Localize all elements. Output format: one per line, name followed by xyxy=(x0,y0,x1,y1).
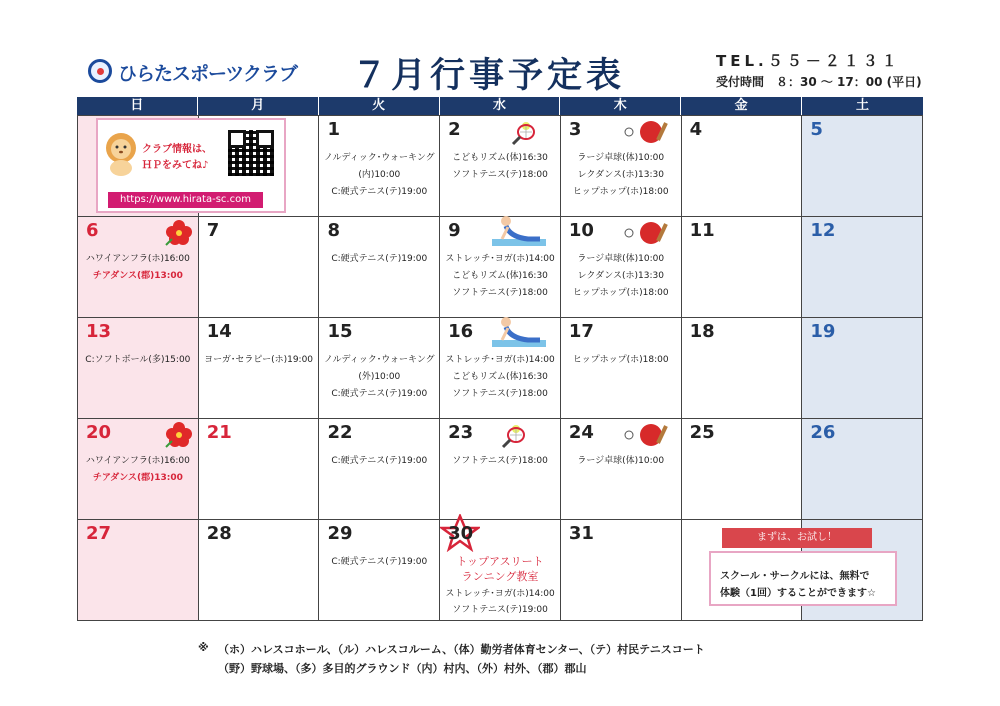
weekday-header xyxy=(77,97,923,115)
tennis-racket-icon xyxy=(508,118,538,146)
trial-badge: まずは、お試し！ xyxy=(722,528,872,548)
event-item: ノルディック･ウォーキング xyxy=(323,153,435,163)
weekday-sat: 土 xyxy=(802,97,923,115)
special-event-line: ランニング教室 xyxy=(461,570,539,583)
trial-text-line: 体験（1回）することができます☆ xyxy=(720,588,876,599)
page-title: ７月行事予定表 xyxy=(352,56,626,96)
day-cell-16 xyxy=(440,318,561,419)
day-cell-31 xyxy=(561,520,682,621)
lion-mascot-icon xyxy=(104,132,138,176)
event-item: ストレッチ･ヨガ(ホ)14:00 xyxy=(445,589,555,599)
ping-pong-paddle-icon xyxy=(621,219,669,249)
day-cell-18 xyxy=(682,318,803,419)
tennis-racket-icon xyxy=(498,421,528,449)
week-row xyxy=(78,318,923,419)
event-item: C:硬式テニス(テ)19:00 xyxy=(331,557,428,567)
promo-text-line: クラブ情報は、 xyxy=(142,144,212,155)
event-item: ハワイアンフラ(ホ)16:00 xyxy=(85,254,190,264)
day-number: 25 xyxy=(689,422,715,443)
day-cell-11 xyxy=(682,217,803,318)
day-cell-15 xyxy=(319,318,440,419)
day-cell-10 xyxy=(561,217,682,318)
day-cell-7 xyxy=(199,217,320,318)
ping-pong-paddle-icon xyxy=(621,421,669,451)
homepage-promo xyxy=(96,118,286,213)
day-number: 7 xyxy=(206,220,220,241)
day-cell-29 xyxy=(319,520,440,621)
day-number: 14 xyxy=(206,321,232,342)
office-hours: 受付時間 ８：30 ～ 17：00 (平日) xyxy=(716,75,922,89)
day-number: 16 xyxy=(448,321,474,342)
day-cell-8 xyxy=(319,217,440,318)
day-number: 20 xyxy=(86,422,112,443)
day-number: 13 xyxy=(86,321,112,342)
day-cell-2 xyxy=(440,116,561,217)
day-number: 21 xyxy=(206,422,232,443)
yoga-person-icon xyxy=(488,213,550,249)
day-cell-23 xyxy=(440,419,561,520)
event-item: C:硬式テニス(テ)19:00 xyxy=(331,456,428,466)
day-number: 24 xyxy=(568,422,594,443)
day-number: 8 xyxy=(327,220,340,241)
day-cell-25 xyxy=(682,419,803,520)
day-cell-26 xyxy=(802,419,923,520)
day-cell-21 xyxy=(199,419,320,520)
event-item: ヒップホップ(ホ)18:00 xyxy=(572,187,669,197)
weekday-tue: 火 xyxy=(319,97,440,115)
event-item: ヨーガ･セラピー(ホ)19:00 xyxy=(204,355,314,365)
day-cell-6 xyxy=(78,217,199,318)
event-item: C:ソフトボール(多)15:00 xyxy=(85,355,191,365)
event-item: C:硬式テニス(テ)19:00 xyxy=(331,187,428,197)
day-cell-9 xyxy=(440,217,561,318)
event-item: ソフトテニス(テ)18:00 xyxy=(452,456,548,466)
weekday-thu: 木 xyxy=(560,97,681,115)
qr-code-icon xyxy=(228,130,274,176)
homepage-url[interactable]: https://www.hirata-sc.com xyxy=(108,192,263,208)
event-item: こどもリズム(体)16:30 xyxy=(452,153,548,163)
event-item: ソフトテニス(テ)19:00 xyxy=(452,605,548,615)
event-item: (外)10:00 xyxy=(358,372,401,382)
event-item: こどもリズム(体)16:30 xyxy=(452,372,548,382)
event-item: ラージ卓球(体)10:00 xyxy=(577,456,665,466)
day-cell-30 xyxy=(440,520,561,621)
weekday-mon: 月 xyxy=(198,97,319,115)
event-item: ハワイアンフラ(ホ)16:00 xyxy=(85,456,190,466)
day-number: 2 xyxy=(448,119,461,140)
day-number: 4 xyxy=(689,119,703,140)
day-number: 27 xyxy=(86,523,112,544)
day-number: 11 xyxy=(689,220,715,241)
event-item: レクダンス(ホ)13:30 xyxy=(577,170,664,180)
event-item: C:硬式テニス(テ)19:00 xyxy=(331,389,428,399)
day-number: 5 xyxy=(810,119,823,140)
day-number: 31 xyxy=(568,523,594,544)
legend-line-2: （野）野球場、（多）多目的グラウンド（内）村内、（外）村外、（郡）郡山 xyxy=(218,662,587,675)
day-number: 22 xyxy=(327,422,353,443)
day-number: 15 xyxy=(327,321,353,342)
day-number: 23 xyxy=(448,422,474,443)
day-cell-5 xyxy=(802,116,923,217)
day-cell-12 xyxy=(802,217,923,318)
event-item: C:硬式テニス(テ)19:00 xyxy=(331,254,428,264)
day-number: 17 xyxy=(568,321,594,342)
day-number: 6 xyxy=(86,220,99,241)
event-item: (内)10:00 xyxy=(358,170,401,180)
day-number: 9 xyxy=(448,220,461,241)
event-item: ストレッチ･ヨガ(ホ)14:00 xyxy=(445,254,555,264)
trial-notice xyxy=(709,551,897,606)
ping-pong-paddle-icon xyxy=(621,118,669,148)
event-item: ソフトテニス(テ)18:00 xyxy=(452,389,548,399)
weekday-sun: 日 xyxy=(77,97,198,115)
trial-text-line: スクール・サークルには、無料で xyxy=(720,571,870,582)
day-cell-24 xyxy=(561,419,682,520)
day-number: 19 xyxy=(810,321,836,342)
event-item: ヒップホップ(ホ)18:00 xyxy=(572,288,669,298)
day-cell-19 xyxy=(802,318,923,419)
day-cell-13 xyxy=(78,318,199,419)
phone-number: TEL.５５－２１３１ xyxy=(716,52,901,70)
hibiscus-flower-icon xyxy=(164,421,194,449)
day-cell-3 xyxy=(561,116,682,217)
day-number: 3 xyxy=(568,119,582,140)
day-number: 28 xyxy=(206,523,232,544)
event-item: ノルディック･ウォーキング xyxy=(323,355,435,365)
promo-text-line: ＨＰをみてね♪ xyxy=(142,160,209,171)
day-cell-17 xyxy=(561,318,682,419)
day-cell-20 xyxy=(78,419,199,520)
club-logo xyxy=(88,59,303,89)
day-cell-22 xyxy=(319,419,440,520)
day-cell-1 xyxy=(319,116,440,217)
day-cell-28 xyxy=(199,520,320,621)
event-item: チアダンス(郡)13:00 xyxy=(92,473,183,483)
day-number: 1 xyxy=(327,119,340,140)
legend-mark: ※ xyxy=(198,641,209,654)
day-number: 18 xyxy=(689,321,715,342)
event-item: ソフトテニス(テ)18:00 xyxy=(452,288,548,298)
club-logo-icon xyxy=(88,59,112,83)
week-row xyxy=(78,217,923,318)
event-item: ラージ卓球(体)10:00 xyxy=(577,254,665,264)
club-logo-text: ひらたスポーツクラブ xyxy=(118,63,298,85)
hibiscus-flower-icon xyxy=(164,219,194,247)
event-item: ラージ卓球(体)10:00 xyxy=(577,153,665,163)
weekday-fri: 金 xyxy=(681,97,802,115)
day-number: 26 xyxy=(810,422,836,443)
day-number: 29 xyxy=(327,523,353,544)
day-cell-4 xyxy=(682,116,803,217)
event-item: ストレッチ･ヨガ(ホ)14:00 xyxy=(445,355,555,365)
day-cell-14 xyxy=(199,318,320,419)
event-item: レクダンス(ホ)13:30 xyxy=(577,271,664,281)
week-row xyxy=(78,419,923,520)
event-item: ソフトテニス(テ)18:00 xyxy=(452,170,548,180)
day-number: 30 xyxy=(448,523,474,544)
weekday-wed: 水 xyxy=(440,97,561,115)
day-number: 10 xyxy=(568,220,594,241)
event-item: チアダンス(郡)13:00 xyxy=(92,271,183,281)
yoga-person-icon xyxy=(488,314,550,350)
event-item: ヒップホップ(ホ)18:00 xyxy=(572,355,669,365)
legend-line-1: （ホ）ハレスコホール、（ル）ハレスコルーム、（体）勤労者体育センター、（テ）村民テニスコート xyxy=(218,643,705,656)
event-item: こどもリズム(体)16:30 xyxy=(452,271,548,281)
day-number: 12 xyxy=(810,220,836,241)
day-cell-27 xyxy=(78,520,199,621)
special-event-line: トップアスリート xyxy=(456,555,544,568)
